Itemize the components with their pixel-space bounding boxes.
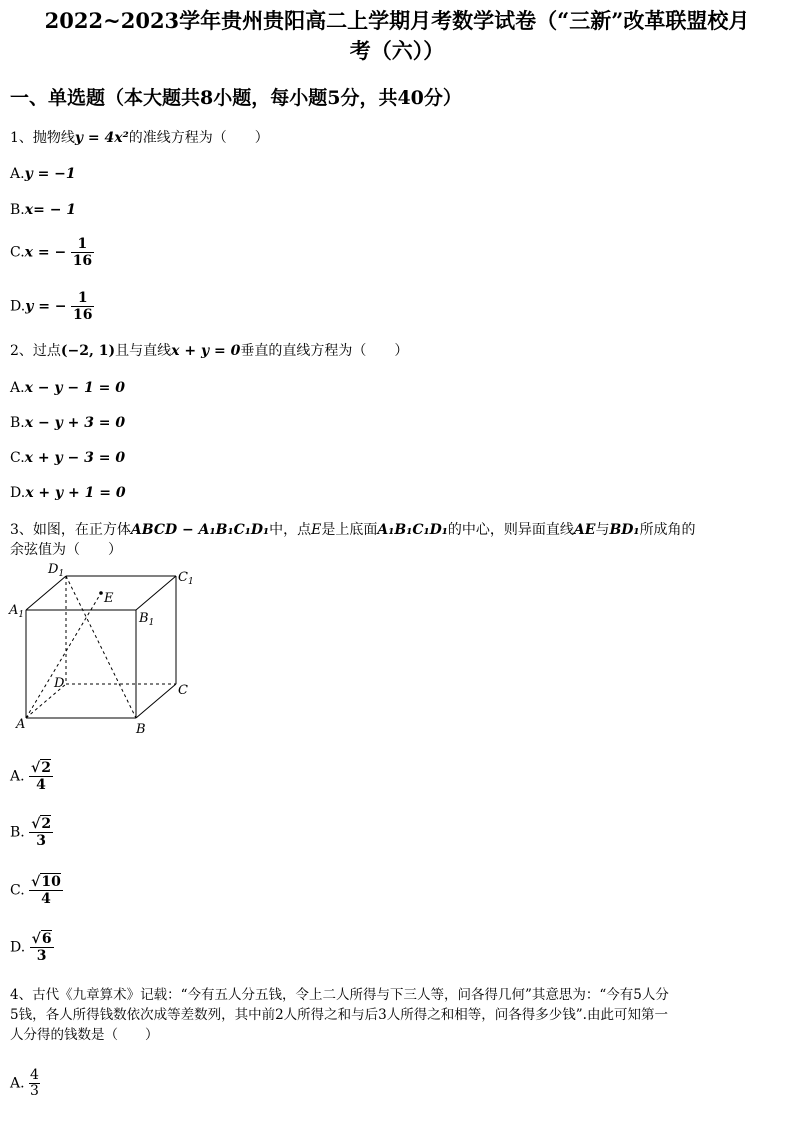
q2-option-d[interactable]: D.x + y + 1 = 0: [10, 485, 126, 501]
label-c1: $C_1$: [178, 570, 194, 587]
q2-option-a[interactable]: A.x − y − 1 = 0: [10, 380, 125, 396]
q1-option-c[interactable]: C.x = − $\frac{1}{16}$: [10, 236, 93, 269]
q1-option-d-fraction: $\frac{1}{16}$: [72, 290, 93, 323]
q1-option-c-fraction: $\frac{1}{16}$: [72, 236, 93, 269]
q1-option-d[interactable]: D.y = − $\frac{1}{16}$: [10, 290, 93, 323]
q3-option-d[interactable]: D. $\frac{√6}{3}$: [10, 931, 52, 964]
question-2: 2、过点(−2, 1)且与直线x + y = 0垂直的直线方程为（ ）: [10, 343, 409, 359]
label-b: B: [136, 722, 146, 737]
label-a1: $A_1$: [9, 603, 25, 620]
q3-option-c[interactable]: C. $\frac{√10}{4}$: [10, 874, 61, 907]
label-e: E: [104, 591, 114, 606]
q4-option-a[interactable]: A. $\frac{4}{3}$: [10, 1067, 39, 1099]
label-d: D: [54, 676, 65, 691]
label-d1: $D_1$: [48, 562, 65, 579]
question-4: 4、古代《九章算术》记载：“今有五人分五钱，令上二人所得与下三人等，问各得几何”其意思为：“今有5人分 5钱，各人所得钱数依次成等差数列，其中前2人所得之和与后3人所得之和相等，问各得多少钱”.由此可知第一 人分得的钱数是（ ）: [10, 987, 669, 1043]
q2-option-b[interactable]: B.x − y + 3 = 0: [10, 415, 126, 431]
label-c: C: [178, 683, 188, 698]
label-a: A: [16, 717, 26, 732]
question-3: 3、如图，在正方体ABCD − A₁B₁C₁D₁中，点E是上底面A₁B₁C₁D₁的中心，则异面直线AE与BD₁所成角的 余弦值为（ ）: [10, 522, 696, 558]
cube-figure: [8, 560, 208, 740]
q1-option-b[interactable]: B.x= − 1: [10, 202, 77, 218]
exam-title-line1: 2022~2023学年贵州贵阳高二上学期月考数学试卷（“三新”改革联盟校月: [44, 8, 750, 33]
exam-title-line2: 考（六））: [349, 38, 445, 63]
q3-option-a[interactable]: A. $\frac{√2}{4}$: [10, 760, 51, 793]
q1-equation: y = 4x²: [74, 130, 129, 146]
q3-option-b[interactable]: B. $\frac{√2}{3}$: [10, 816, 52, 849]
label-b1: $B_1$: [139, 611, 155, 628]
exam-title: [10, 6, 784, 66]
question-1: 1、抛物线y = 4x²的准线方程为（ ）: [10, 130, 269, 146]
q1-option-a[interactable]: A.y = −1: [10, 166, 76, 182]
q2-option-c[interactable]: C.x + y − 3 = 0: [10, 450, 126, 466]
section-heading: 一、单选题（本大题共8小题，每小题5分，共40分）: [10, 87, 462, 109]
